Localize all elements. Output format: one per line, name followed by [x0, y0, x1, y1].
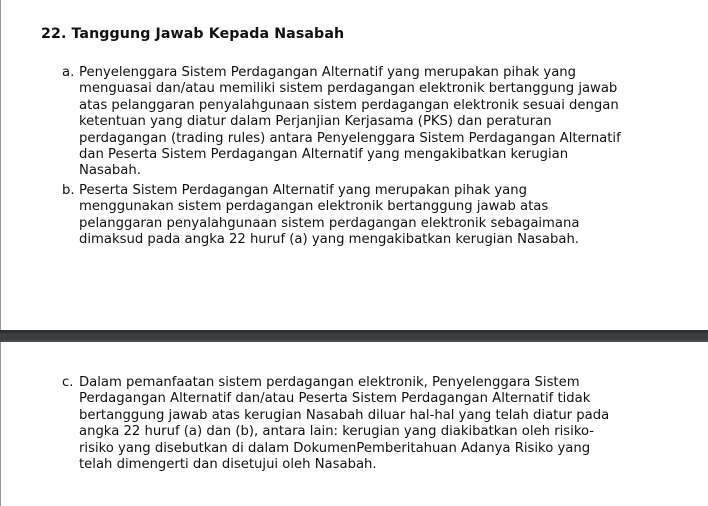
list-item-c: [62, 375, 682, 473]
section-heading: 22. Tanggung Jawab Kepada Nasabah: [41, 26, 345, 42]
list-item-text-b: Peserta Sistem Perdagangan Alternatif yang merupakan pihak yang menggunakan sistem perdagangan elektronik bertanggung jawab atas pelanggaran penyalahgunaan sistem perdagangan elektronik sebagaimana dimaksud pada angka 22 huruf (a) yang mengakibatkan kerugian Nasabah.: [79, 183, 580, 248]
document-page-bottom: [0, 342, 708, 506]
list-marker-b: b.: [62, 183, 75, 198]
page-separator: [0, 330, 708, 342]
list-marker-c: c.: [62, 375, 74, 390]
list-item-a: [62, 65, 682, 180]
list-item-b: [62, 183, 682, 249]
list-item-text-c: Dalam pemanfaatan sistem perdagangan elektronik, Penyelenggara Sistem Perdagangan Alternatif dan/atau Peserta Sistem Perdagangan Alternatif tidak bertanggung jawab atas kerugian Nasabah diluar hal-hal yang telah diatur pada angka 22 huruf (a) dan (b), antara lain: kerugian yang diakibatkan oleh risiko- risiko yang disebutkan di dalam DokumenPemberitahuan Adanya Risiko yang telah dimengerti dan disetujui oleh Nasabah.: [79, 375, 610, 473]
list-item-text-a: Penyelenggara Sistem Perdagangan Alternatif yang merupakan pihak yang menguasai dan/atau memiliki sistem perdagangan elektronik bertanggung jawab atas pelanggaran penyalahgunaan sistem perdagangan elektronik sesuai dengan ketentuan yang diatur dalam Perjanjian Kerjasama (PKS) dan peraturan perdagangan (trading rules) antara Penyelenggara Sistem Perdagangan Alternatif dan Peserta Sistem Perdagangan Alternatif yang mengakibatkan kerugian Nasabah.: [79, 65, 621, 179]
list-marker-a: a.: [62, 65, 75, 80]
